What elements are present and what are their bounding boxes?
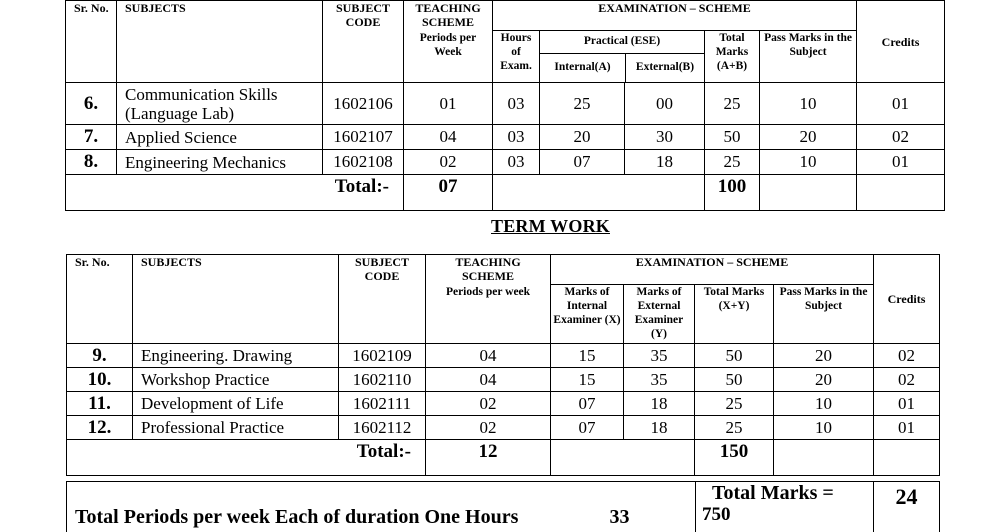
- pass-marks: 10: [774, 416, 874, 440]
- credits: 02: [874, 344, 940, 368]
- internal-marks: 20: [540, 125, 625, 150]
- periods-per-week-header: Periods per week: [426, 285, 551, 344]
- table-row: [67, 368, 940, 392]
- total-row: [66, 175, 945, 211]
- subject-name: Engineering Mechanics: [117, 150, 323, 175]
- total-marks: 25: [705, 83, 760, 125]
- total-blank-credits: [874, 440, 940, 476]
- total-periods-label: Total Periods per week Each of duration One Hours: [75, 505, 519, 528]
- external-marks: 35: [624, 344, 695, 368]
- total-periods-cell: [67, 482, 696, 532]
- pass-marks-header: Pass Marks in the Subject: [774, 285, 874, 344]
- table-row: [66, 83, 945, 125]
- internal-marks: 25: [540, 83, 625, 125]
- subject-code: 1602111: [339, 392, 426, 416]
- sr-no: 11.: [67, 392, 133, 416]
- pass-marks: 20: [774, 368, 874, 392]
- total-marks: 25: [695, 392, 774, 416]
- external-examiner-header: Marks of External Examiner (Y): [624, 285, 695, 344]
- total-marks-header: Total Marks (A+B): [705, 31, 760, 83]
- credits: 01: [857, 83, 945, 125]
- credits-header: Credits: [874, 255, 940, 344]
- credits: 01: [874, 416, 940, 440]
- subject-code-header: SUBJECT CODE: [339, 255, 426, 344]
- external-marks: 18: [624, 416, 695, 440]
- periods: 02: [426, 392, 551, 416]
- total-marks-sum: 150: [695, 440, 774, 476]
- total-label: Total:-: [67, 440, 426, 476]
- pass-marks: 10: [760, 83, 857, 125]
- examination-scheme-header: EXAMINATION – SCHEME: [551, 255, 874, 285]
- periods: 01: [404, 83, 493, 125]
- subject-name: Communication Skills (Language Lab): [117, 83, 323, 125]
- periods: 02: [404, 150, 493, 175]
- external-marks: 00: [625, 83, 705, 125]
- hours: 03: [493, 125, 540, 150]
- term-work-title: TERM WORK: [491, 216, 610, 236]
- sr-no: 6.: [66, 83, 117, 125]
- total-blank: [493, 175, 705, 211]
- internal-examiner-header: Marks of Internal Examiner (X): [551, 285, 624, 344]
- credits: 02: [874, 368, 940, 392]
- credits-header: Credits: [857, 1, 945, 83]
- sr-no: 12.: [67, 416, 133, 440]
- total-marks-header: Total Marks (X+Y): [695, 285, 774, 344]
- total-label: Total:-: [66, 175, 404, 211]
- subjects-header: SUBJECTS: [117, 1, 323, 83]
- total-blank-pass: [774, 440, 874, 476]
- practical-header-group: [540, 31, 705, 83]
- subject-code: 1602106: [323, 83, 404, 125]
- term-work-table: [66, 254, 940, 476]
- examination-scheme-header: EXAMINATION – SCHEME: [493, 1, 857, 31]
- table-row: [67, 416, 940, 440]
- total-marks: 50: [695, 344, 774, 368]
- subject-code: 1602108: [323, 150, 404, 175]
- total-credits-value: 24: [874, 482, 940, 532]
- subject-name: Workshop Practice: [133, 368, 339, 392]
- total-marks: 50: [695, 368, 774, 392]
- subject-code: 1602107: [323, 125, 404, 150]
- subjects-header: SUBJECTS: [133, 255, 339, 344]
- hours-of-exam-header: Hours of Exam.: [493, 31, 540, 83]
- external-marks: 35: [624, 368, 695, 392]
- subject-code: 1602110: [339, 368, 426, 392]
- total-marks: 25: [705, 150, 760, 175]
- total-row: [67, 440, 940, 476]
- external-marks: 18: [625, 150, 705, 175]
- pass-marks-header: Pass Marks in the Subject: [760, 31, 857, 83]
- total-marks: 50: [705, 125, 760, 150]
- table-row: [66, 125, 945, 150]
- subject-code: 1602112: [339, 416, 426, 440]
- total-marks-cell: [696, 482, 874, 532]
- total-periods: 07: [404, 175, 493, 211]
- pass-marks: 20: [760, 125, 857, 150]
- credits: 02: [857, 125, 945, 150]
- periods: 04: [426, 344, 551, 368]
- subject-name: Development of Life: [133, 392, 339, 416]
- external-header: External(B): [635, 61, 695, 73]
- internal-marks: 15: [551, 344, 624, 368]
- table-row: [67, 344, 940, 368]
- total-marks-value: 750: [702, 504, 731, 525]
- sr-no: 7.: [66, 125, 117, 150]
- internal-marks: 15: [551, 368, 624, 392]
- subject-name: Engineering. Drawing: [133, 344, 339, 368]
- total-blank: [551, 440, 695, 476]
- practical-header: Practical (ESE): [540, 31, 704, 54]
- credits: 01: [874, 392, 940, 416]
- total-periods-value: 33: [609, 505, 630, 528]
- sr-no-header: Sr. No.: [66, 1, 117, 83]
- teaching-scheme-header: TEACHING SCHEME: [404, 1, 493, 31]
- external-marks: 30: [625, 125, 705, 150]
- hours: 03: [493, 150, 540, 175]
- external-marks: 18: [624, 392, 695, 416]
- sr-no: 9.: [67, 344, 133, 368]
- subject-code-header: SUBJECT CODE: [323, 1, 404, 83]
- internal-marks: 07: [551, 392, 624, 416]
- hours: 03: [493, 83, 540, 125]
- total-blank-pass: [760, 175, 857, 211]
- total-marks-sum: 100: [705, 175, 760, 211]
- teaching-scheme-header: TEACHING SCHEME: [426, 255, 551, 285]
- total-blank-credits: [857, 175, 945, 211]
- table-row: [67, 392, 940, 416]
- credits: 01: [857, 150, 945, 175]
- internal-marks: 07: [551, 416, 624, 440]
- periods: 04: [426, 368, 551, 392]
- sr-no: 10.: [67, 368, 133, 392]
- internal-marks: 07: [540, 150, 625, 175]
- pass-marks: 10: [774, 392, 874, 416]
- periods: 04: [404, 125, 493, 150]
- periods: 02: [426, 416, 551, 440]
- grand-total-table: [66, 481, 940, 532]
- subject-name: Applied Science: [117, 125, 323, 150]
- theory-practical-table: [65, 0, 945, 211]
- table-row: [66, 150, 945, 175]
- sr-no-header: Sr. No.: [67, 255, 133, 344]
- subject-code: 1602109: [339, 344, 426, 368]
- periods-per-week-header: Periods per Week: [404, 31, 493, 83]
- pass-marks: 10: [760, 150, 857, 175]
- internal-header: Internal(A): [540, 54, 626, 82]
- total-periods: 12: [426, 440, 551, 476]
- subject-name: Professional Practice: [133, 416, 339, 440]
- pass-marks: 20: [774, 344, 874, 368]
- total-marks: 25: [695, 416, 774, 440]
- sr-no: 8.: [66, 150, 117, 175]
- total-marks-label: Total Marks =: [712, 482, 834, 504]
